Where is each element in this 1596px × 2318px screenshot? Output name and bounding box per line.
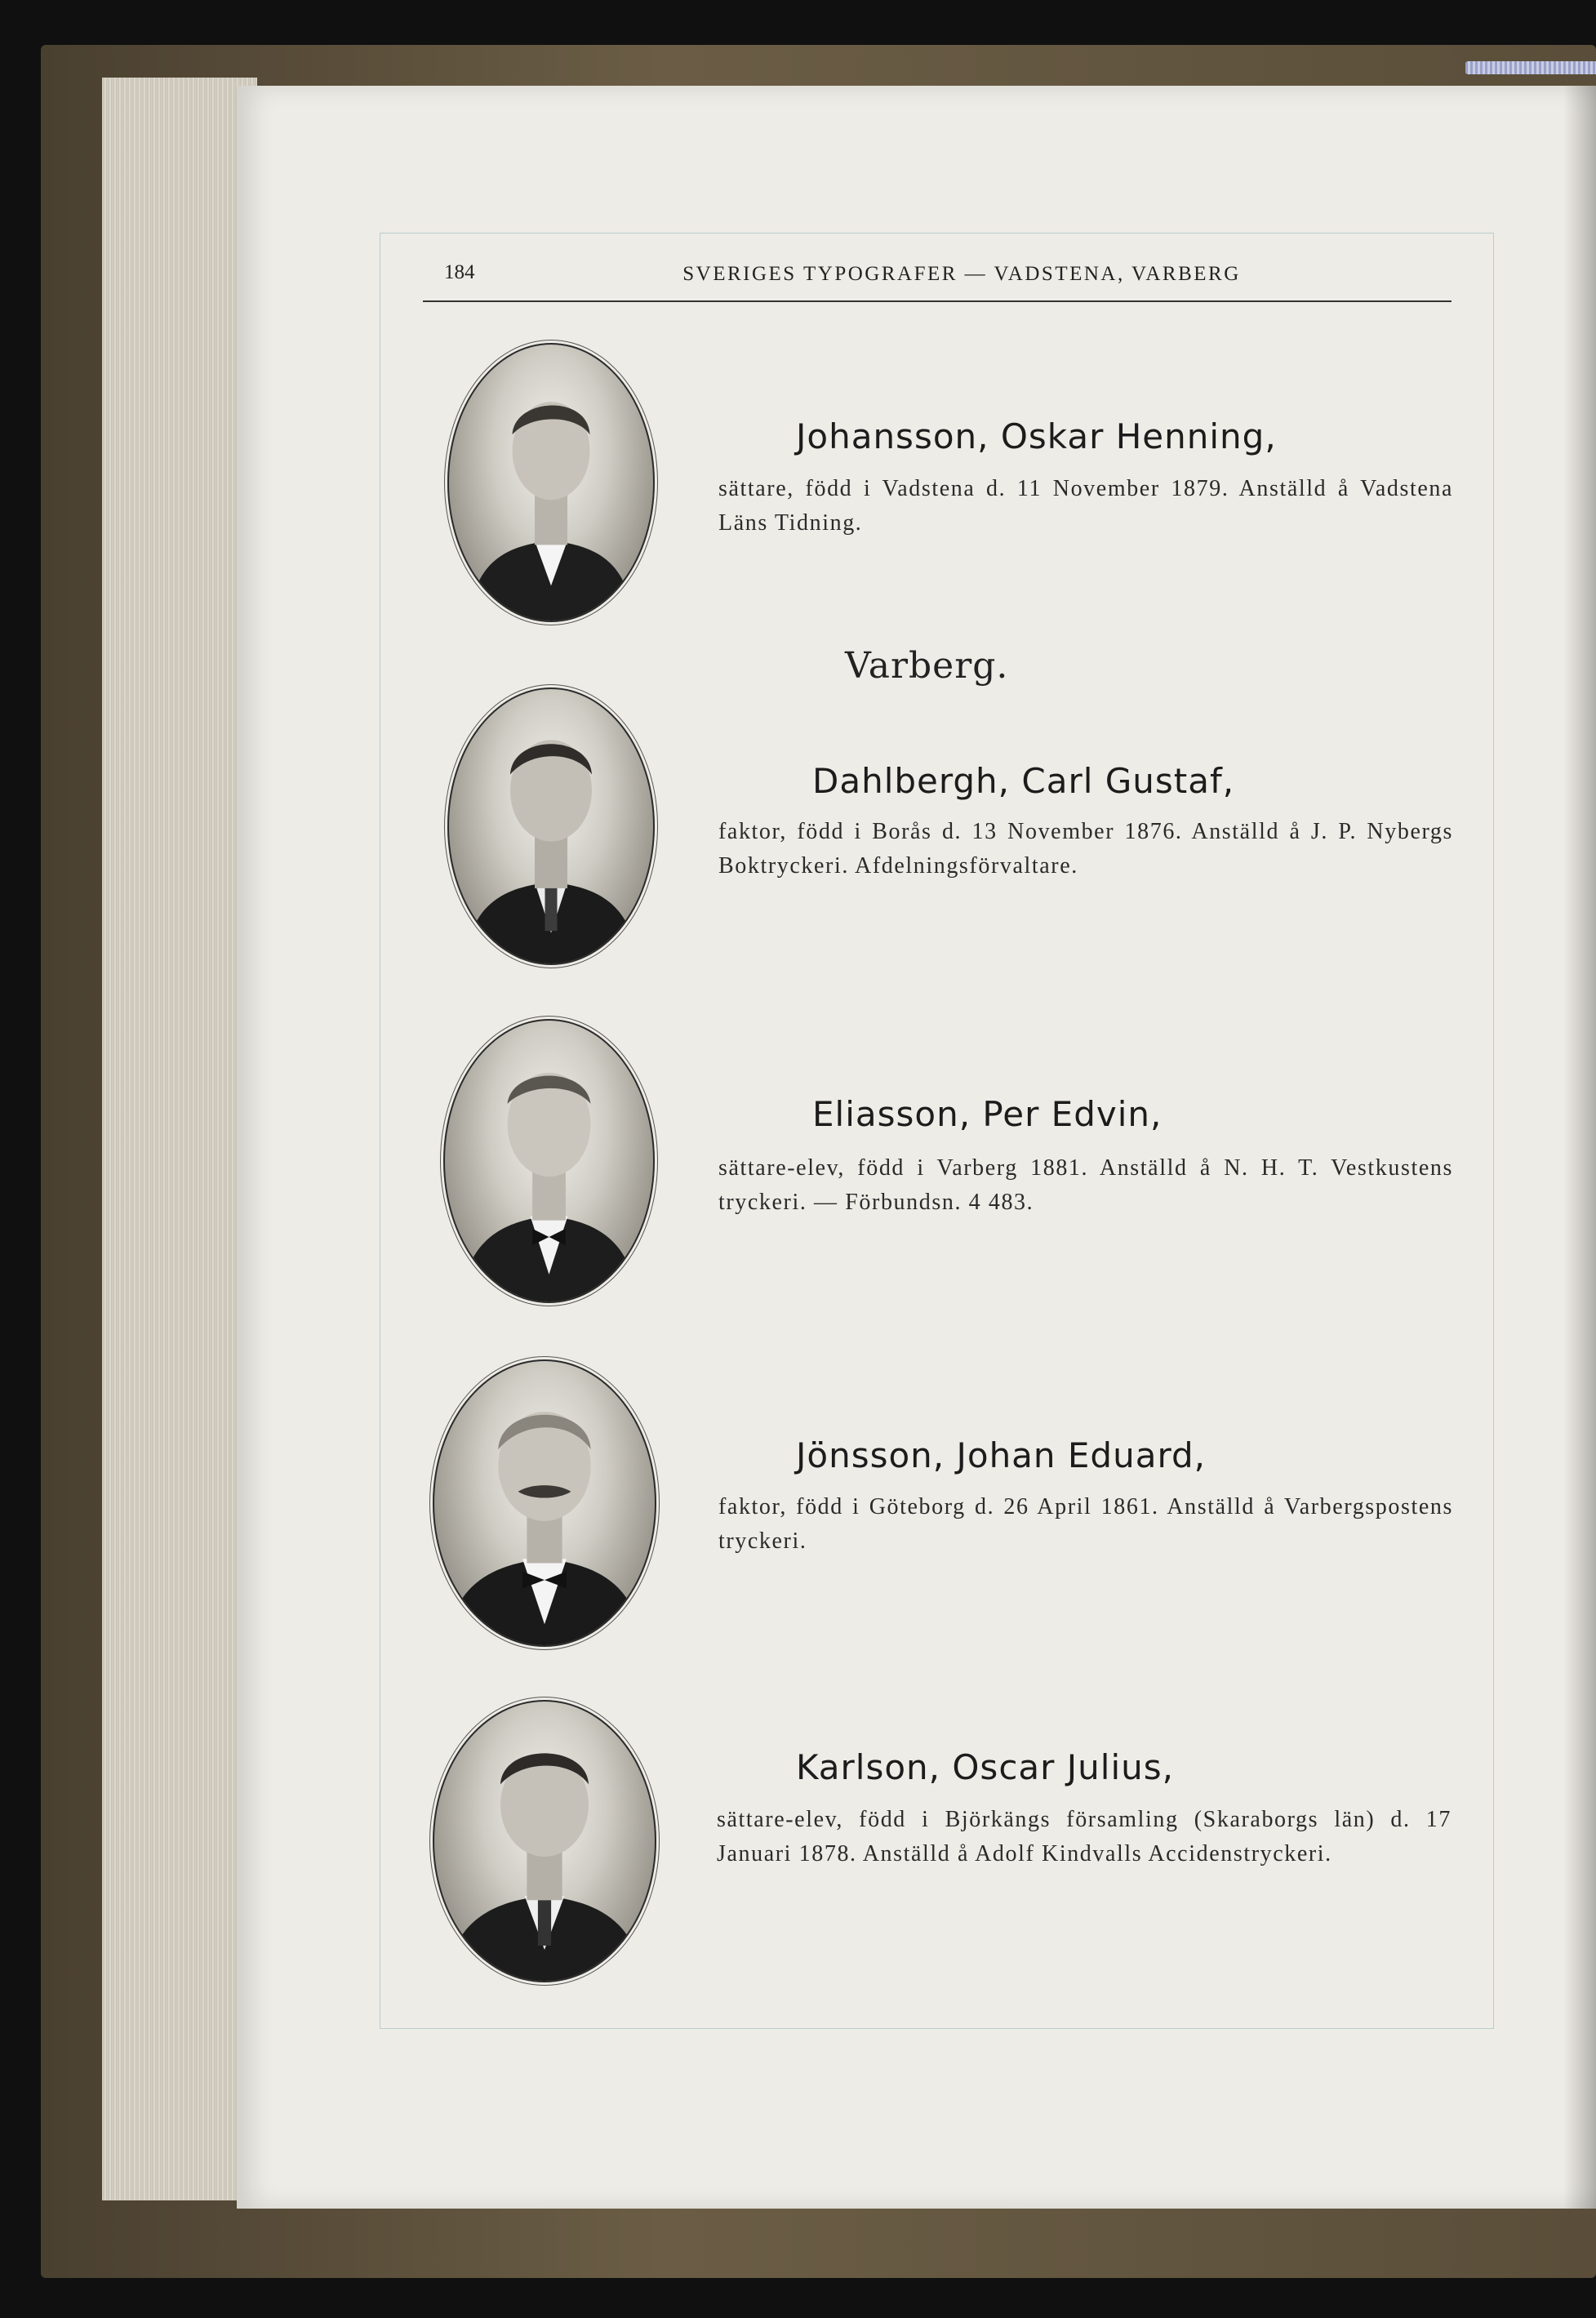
person-name: Johansson, Oskar Henning, bbox=[796, 416, 1277, 456]
portrait-photo bbox=[433, 1359, 656, 1647]
portrait-photo bbox=[443, 1019, 655, 1303]
portrait-photo bbox=[433, 1700, 656, 1982]
biography-text: faktor, född i Borås d. 13 November 1876. Anställd å J. P. Nybergs Boktryckeri. Afdelningsförvaltare. bbox=[718, 819, 1453, 879]
page-edges bbox=[102, 78, 257, 2200]
gutter-shadow bbox=[1563, 86, 1596, 2209]
person-name: Dahlbergh, Carl Gustaf, bbox=[812, 761, 1235, 801]
portrait-photo bbox=[447, 343, 655, 622]
person-name: Karlson, Oscar Julius, bbox=[796, 1747, 1174, 1787]
biography-text: sättare-elev, född i Varberg 1881. Anställd å N. H. T. Vestkustens tryckeri. — Förbundsn. 4 483. bbox=[718, 1155, 1453, 1215]
person-name: Jönsson, Johan Eduard, bbox=[796, 1435, 1206, 1475]
section-heading: Varberg. bbox=[845, 645, 1009, 687]
person-name: Eliasson, Per Edvin, bbox=[812, 1094, 1163, 1134]
page-number: 184 bbox=[444, 261, 475, 283]
biography-text: sättare, född i Vadstena d. 11 November 1879. Anställd å Vadstena Läns Tidning. bbox=[718, 476, 1453, 536]
biography-text: faktor, född i Göteborg d. 26 April 1861. Anställd å Varbergspostens tryckeri. bbox=[718, 1494, 1453, 1554]
bookmark-ribbon bbox=[1465, 61, 1596, 74]
portrait-photo bbox=[447, 687, 655, 965]
running-title: SVERIGES TYPOGRAFER — VADSTENA, VARBERG bbox=[682, 263, 1241, 285]
running-header bbox=[423, 255, 1452, 302]
biography-text: sättare-elev, född i Björkängs församling (Skaraborgs län) d. 17 Januari 1878. Anställd å Adolf Kindvalls Accidenstryckeri. bbox=[717, 1807, 1452, 1866]
